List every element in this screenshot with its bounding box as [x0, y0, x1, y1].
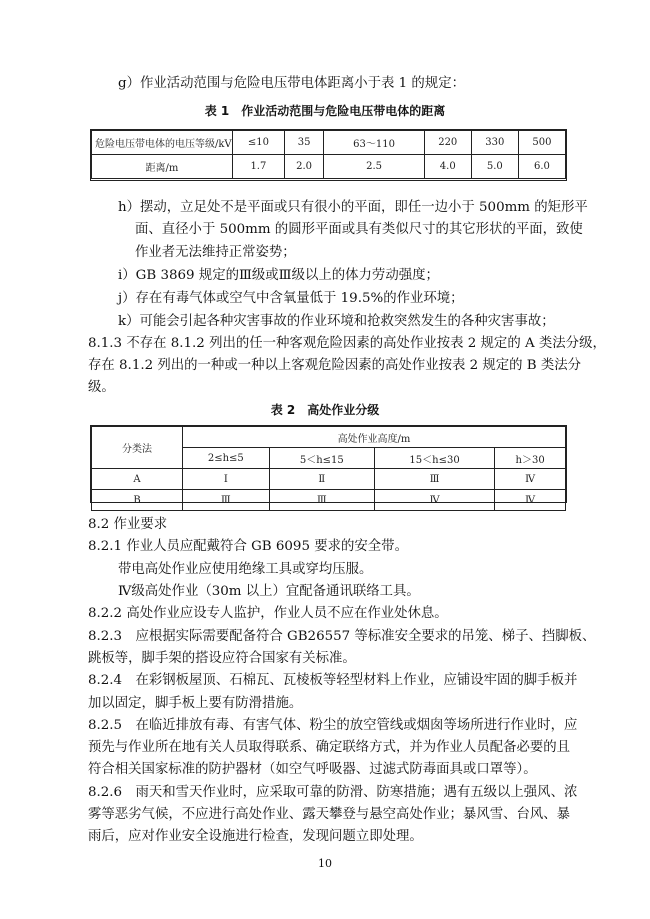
table1-distance-cell: 6.0 [518, 155, 565, 179]
para-821-line2: 带电高处作业应使用绝缘工具或穿均压服。 [118, 562, 373, 577]
table1-voltage-cell: 500 [518, 131, 565, 155]
table1-distance-cell: 1.7 [233, 155, 285, 179]
table2-class-header: 分类法 [92, 427, 183, 469]
item-j: j）存在有毒气体或空气中含氧量低于 19.5%的作业环境； [118, 291, 464, 306]
table2-row-a [92, 469, 566, 490]
table1-row1-label: 危险电压带电体的电压等级/kV [92, 131, 233, 155]
table2-row-label: B [92, 490, 183, 511]
para-823-line1: 8.2.3 应根据实际需要配备符合 GB26557 等标准安全要求的吊笼、梯子、挡脚板、 [88, 629, 596, 644]
section-82-title: 8.2 作业要求 [88, 517, 168, 532]
table1-row2-label: 距离/m [92, 155, 233, 179]
table1-row-voltage [92, 131, 566, 155]
table2-grade-cell: Ⅲ [374, 469, 494, 490]
para-826-line1: 8.2.6 雨天和雪天作业时，应采取可靠的防滑、防寒措施；遇有五级以上强风、浓 [88, 785, 578, 800]
table2-range-cell: 5＜h≤15 [269, 448, 374, 469]
table1-distance-cell: 5.0 [471, 155, 518, 179]
table1-row-distance [92, 155, 566, 179]
table2-grade-cell: Ⅲ [183, 490, 270, 511]
table2-grade-cell: Ⅳ [495, 469, 566, 490]
para-813-line1: 8.1.3 不存在 8.1.2 列出的任一种客观危险因素的高处作业按表 2 规定的 A 类法分级， [88, 336, 606, 351]
table2-range-cell: 15＜h≤30 [374, 448, 494, 469]
table2-height-header: 高处作业高度/m [183, 427, 566, 448]
table1-distance-cell: 4.0 [424, 155, 471, 179]
table2-grade-cell: Ⅲ [269, 490, 374, 511]
para-824-line1: 8.2.4 在彩钢板屋顶、石棉瓦、瓦棱板等轻型材料上作业，应铺设牢固的脚手板并 [88, 673, 578, 688]
para-822: 8.2.2 高处作业应设专人监护，作业人员不应在作业处休息。 [88, 606, 448, 621]
item-h-line2: 面、直径小于 500mm 的圆形平面或具有类似尺寸的其它形状的平面，致使 [135, 222, 583, 237]
table2-range-cell: 2≤h≤5 [183, 448, 270, 469]
table1-distance-cell: 2.5 [324, 155, 424, 179]
item-h-line3: 作业者无法维持正常姿势； [135, 245, 296, 260]
table2-grade-cell: Ⅳ [374, 490, 494, 511]
para-823-line2: 跳板等，脚手架的搭设应符合国家有关标准。 [88, 651, 356, 666]
para-825-line3: 符合相关国家标准的防护器材（如空气呼吸器、过滤式防毒面具或口罩等）。 [88, 762, 537, 777]
table2-grade-cell: Ⅰ [183, 469, 270, 490]
para-826-line2: 雾等恶劣气候，不应进行高处作业、露天攀登与悬空高处作业；暴风雪、台风、暴 [88, 807, 571, 822]
table2-grade-cell: Ⅳ [495, 490, 566, 511]
table2-caption: 表 2 高处作业分级 [270, 403, 380, 417]
para-813-line3: 级。 [88, 380, 115, 395]
table1-voltage-cell: 220 [424, 131, 471, 155]
table2-range-cell: h＞30 [495, 448, 566, 469]
para-821-line1: 8.2.1 作业人员应配戴符合 GB 6095 要求的安全带。 [88, 539, 408, 554]
table1-voltage-cell: 35 [284, 131, 324, 155]
item-k: k）可能会引起各种灾害事故的作业环境和抢救突然发生的各种灾害事故； [118, 314, 555, 329]
table2 [91, 426, 566, 511]
table1-voltage-cell: ≤10 [233, 131, 285, 155]
para-825-line1: 8.2.5 在临近排放有毒、有害气体、粉尘的放空管线或烟囱等场所进行作业时，应 [88, 718, 578, 733]
para-825-line2: 预先与作业所在地有关人员取得联系、确定联络方式，并为作业人员配备必要的且 [88, 740, 571, 755]
para-821-line3: Ⅳ级高处作业（30m 以上）宜配备通讯联络工具。 [118, 584, 420, 599]
table2-row-label: A [92, 469, 183, 490]
page-number: 10 [318, 857, 332, 870]
table1-voltage-cell: 330 [471, 131, 518, 155]
para-826-line3: 雨后，应对作业安全设施进行检查，发现问题立即处理。 [88, 829, 423, 844]
table2-row-b [92, 490, 566, 511]
table2-grade-cell: Ⅱ [269, 469, 374, 490]
table1-caption: 表 1 作业活动范围与危险电压带电体的距离 [204, 104, 446, 118]
item-h-line1: h）摆动，立足处不是平面或只有很小的平面，即任一边小于 500mm 的矩形平 [118, 200, 588, 215]
para-824-line2: 加以固定，脚手板上要有防滑措施。 [88, 696, 303, 711]
table1-distance-cell: 2.0 [284, 155, 324, 179]
item-g: g）作业活动范围与危险电压带电体距离小于表 1 的规定： [118, 76, 465, 91]
item-i: i）GB 3869 规定的Ⅲ级或Ⅲ级以上的体力劳动强度； [118, 268, 439, 283]
table2-header-row [92, 427, 566, 448]
table1 [91, 130, 566, 179]
table1-voltage-cell: 63～110 [324, 131, 424, 155]
para-813-line2: 存在 8.1.2 列出的一种或一种以上客观危险因素的高处作业按表 2 规定的 B 类法分 [88, 358, 582, 373]
